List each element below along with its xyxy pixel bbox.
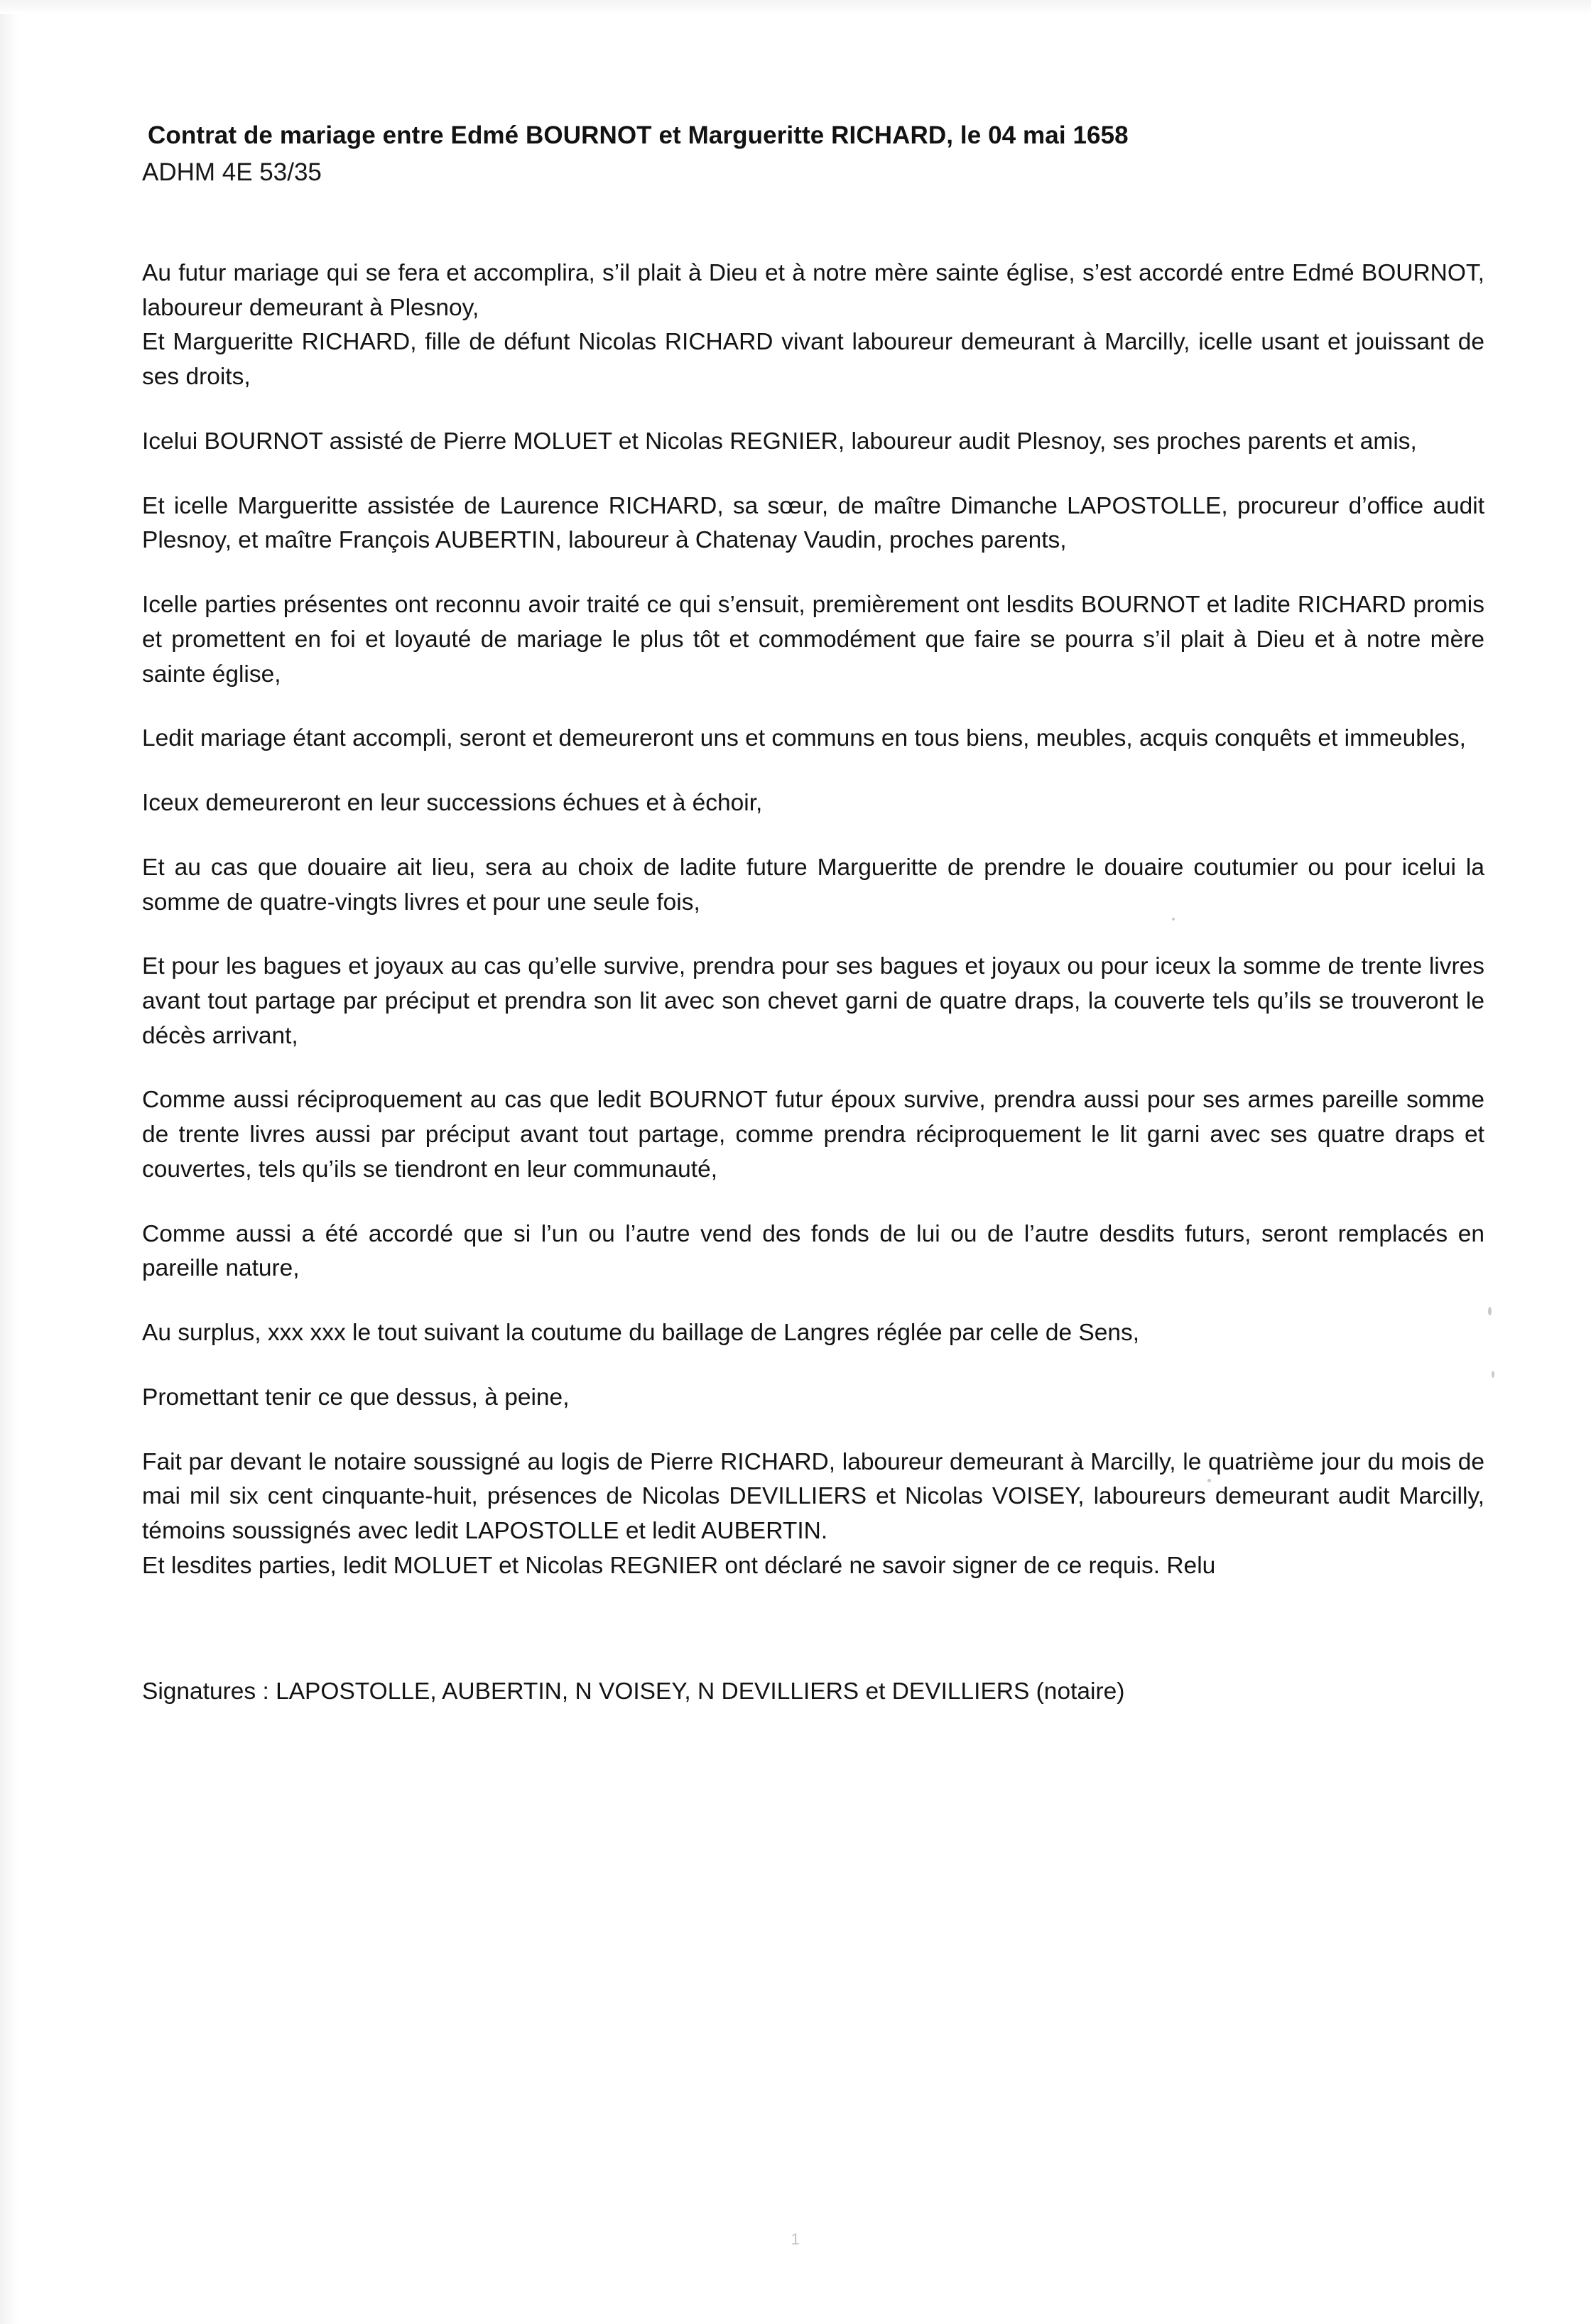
paragraph-coutume: Au surplus, xxx xxx le tout suivant la coutume du baillage de Langres réglée par celle de Sens, — [142, 1320, 1140, 1347]
paragraph-line: Et Margueritte RICHARD, fille de défunt Nicolas RICHARD vivant laboureur demeurant à Marcilly, icelle usant et jouissant de ses droits, — [142, 329, 1484, 391]
paragraph-bagues-joyaux: Et pour les bagues et joyaux au cas qu’elle survive, prendra pour ses bagues et joyaux ou pour iceux la somme de trente livres avant tout partage par préciput et prendra son lit avec son chevet garni de quatre draps, la couverte tels qu’ils se trouveront le décès arrivant, — [142, 953, 1484, 1049]
paragraph-successions: Iceux demeureront en leur successions échues et à échoir, — [142, 790, 763, 817]
paragraph-promesse: Icelle parties présentes ont reconnu avoir traité ce qui s’ensuit, premièrement ont lesdits BOURNOT et ladite RICHARD promis et promettent en foi et loyauté de mariage le plus tôt et commodément que faire se pourra s’il plait à Dieu et à notre mère sainte église, — [142, 592, 1484, 688]
paragraph-line: Au futur mariage qui se fera et accomplira, s’il plait à Dieu et à notre mère sainte église, s’est accordé entre Edmé BOURNOT, laboureur demeurant à Plesnoy, — [142, 260, 1484, 321]
paragraph-vente-fonds: Comme aussi a été accordé que si l’un ou l’autre vend des fonds de lui ou de l’autre desdits futurs, seront remplacés en pareille nature, — [142, 1220, 1484, 1282]
paragraph-line: Fait par devant le notaire soussigné au logis de Pierre RICHARD, laboureur demeurant à Marcilly, le quatrième jour du mois de mai mil six cent cinquante-huit, présences de Nicolas DEVILLIERS et Nicolas VOISEY, laboureurs demeurant audit Marcilly, témoins soussignés avec ledit LAPOSTOLLE et ledit AUBERTIN. — [142, 1448, 1484, 1545]
paragraph-line: Et lesdites parties, ledit MOLUET et Nicolas REGNIER ont déclaré ne savoir signer de ce requis. Relu — [142, 1552, 1216, 1579]
scan-speck — [1488, 1307, 1492, 1315]
scan-edge-shading-top — [0, 0, 1591, 14]
signatures-block — [142, 1675, 1484, 1710]
scan-speck — [1492, 1371, 1494, 1378]
document-content — [142, 119, 1484, 1709]
paragraph-bournot-assiste: Icelui BOURNOT assisté de Pierre MOLUET et Nicolas REGNIER, laboureur audit Plesnoy, ses proches parents et amis, — [142, 428, 1417, 455]
paragraph-reciproque: Comme aussi réciproquement au cas que ledit BOURNOT futur époux survive, prendra aussi pour ses armes pareille somme de trente livres aussi par préciput avant tout partage, comme prendra réciproquement le lit garni avec ses quatre draps et couvertes, tels qu’ils se tiendront en leur communauté, — [142, 1087, 1484, 1183]
paragraph-promettant: Promettant tenir ce que dessus, à peine, — [142, 1384, 570, 1411]
scan-edge-shading-left — [0, 0, 18, 2324]
paragraph-parties — [142, 256, 1484, 395]
paragraph-douaire: Et au cas que douaire ait lieu, sera au choix de ladite future Margueritte de prendre le douaire coutumier ou pour icelui la somme de quatre-vingts livres et pour une seule fois, — [142, 854, 1484, 916]
page-number: 1 — [791, 2230, 800, 2248]
paragraph-communaute: Ledit mariage étant accompli, seront et demeureront uns et communs en tous biens, meubles, acquis conquêts et immeubles, — [142, 725, 1466, 752]
signatures-line: Signatures : LAPOSTOLLE, AUBERTIN, N VOISEY, N DEVILLIERS et DEVILLIERS (notaire) — [142, 1678, 1125, 1705]
paragraph-fait-par-devant — [142, 1445, 1484, 1584]
document-body — [142, 256, 1484, 1709]
page-title: Contrat de mariage entre Edmé BOURNOT et Margueritte RICHARD, le 04 mai 1658 — [148, 121, 1129, 149]
paragraph-margueritte-assistee: Et icelle Margueritte assistée de Laurence RICHARD, sa sœur, de maître Dimanche LAPOSTOLLE, procureur d’office audit Plesnoy, et maître François AUBERTIN, laboureur à Chatenay Vaudin, proches parents, — [142, 492, 1484, 554]
document-reference: ADHM 4E 53/35 — [142, 158, 322, 186]
